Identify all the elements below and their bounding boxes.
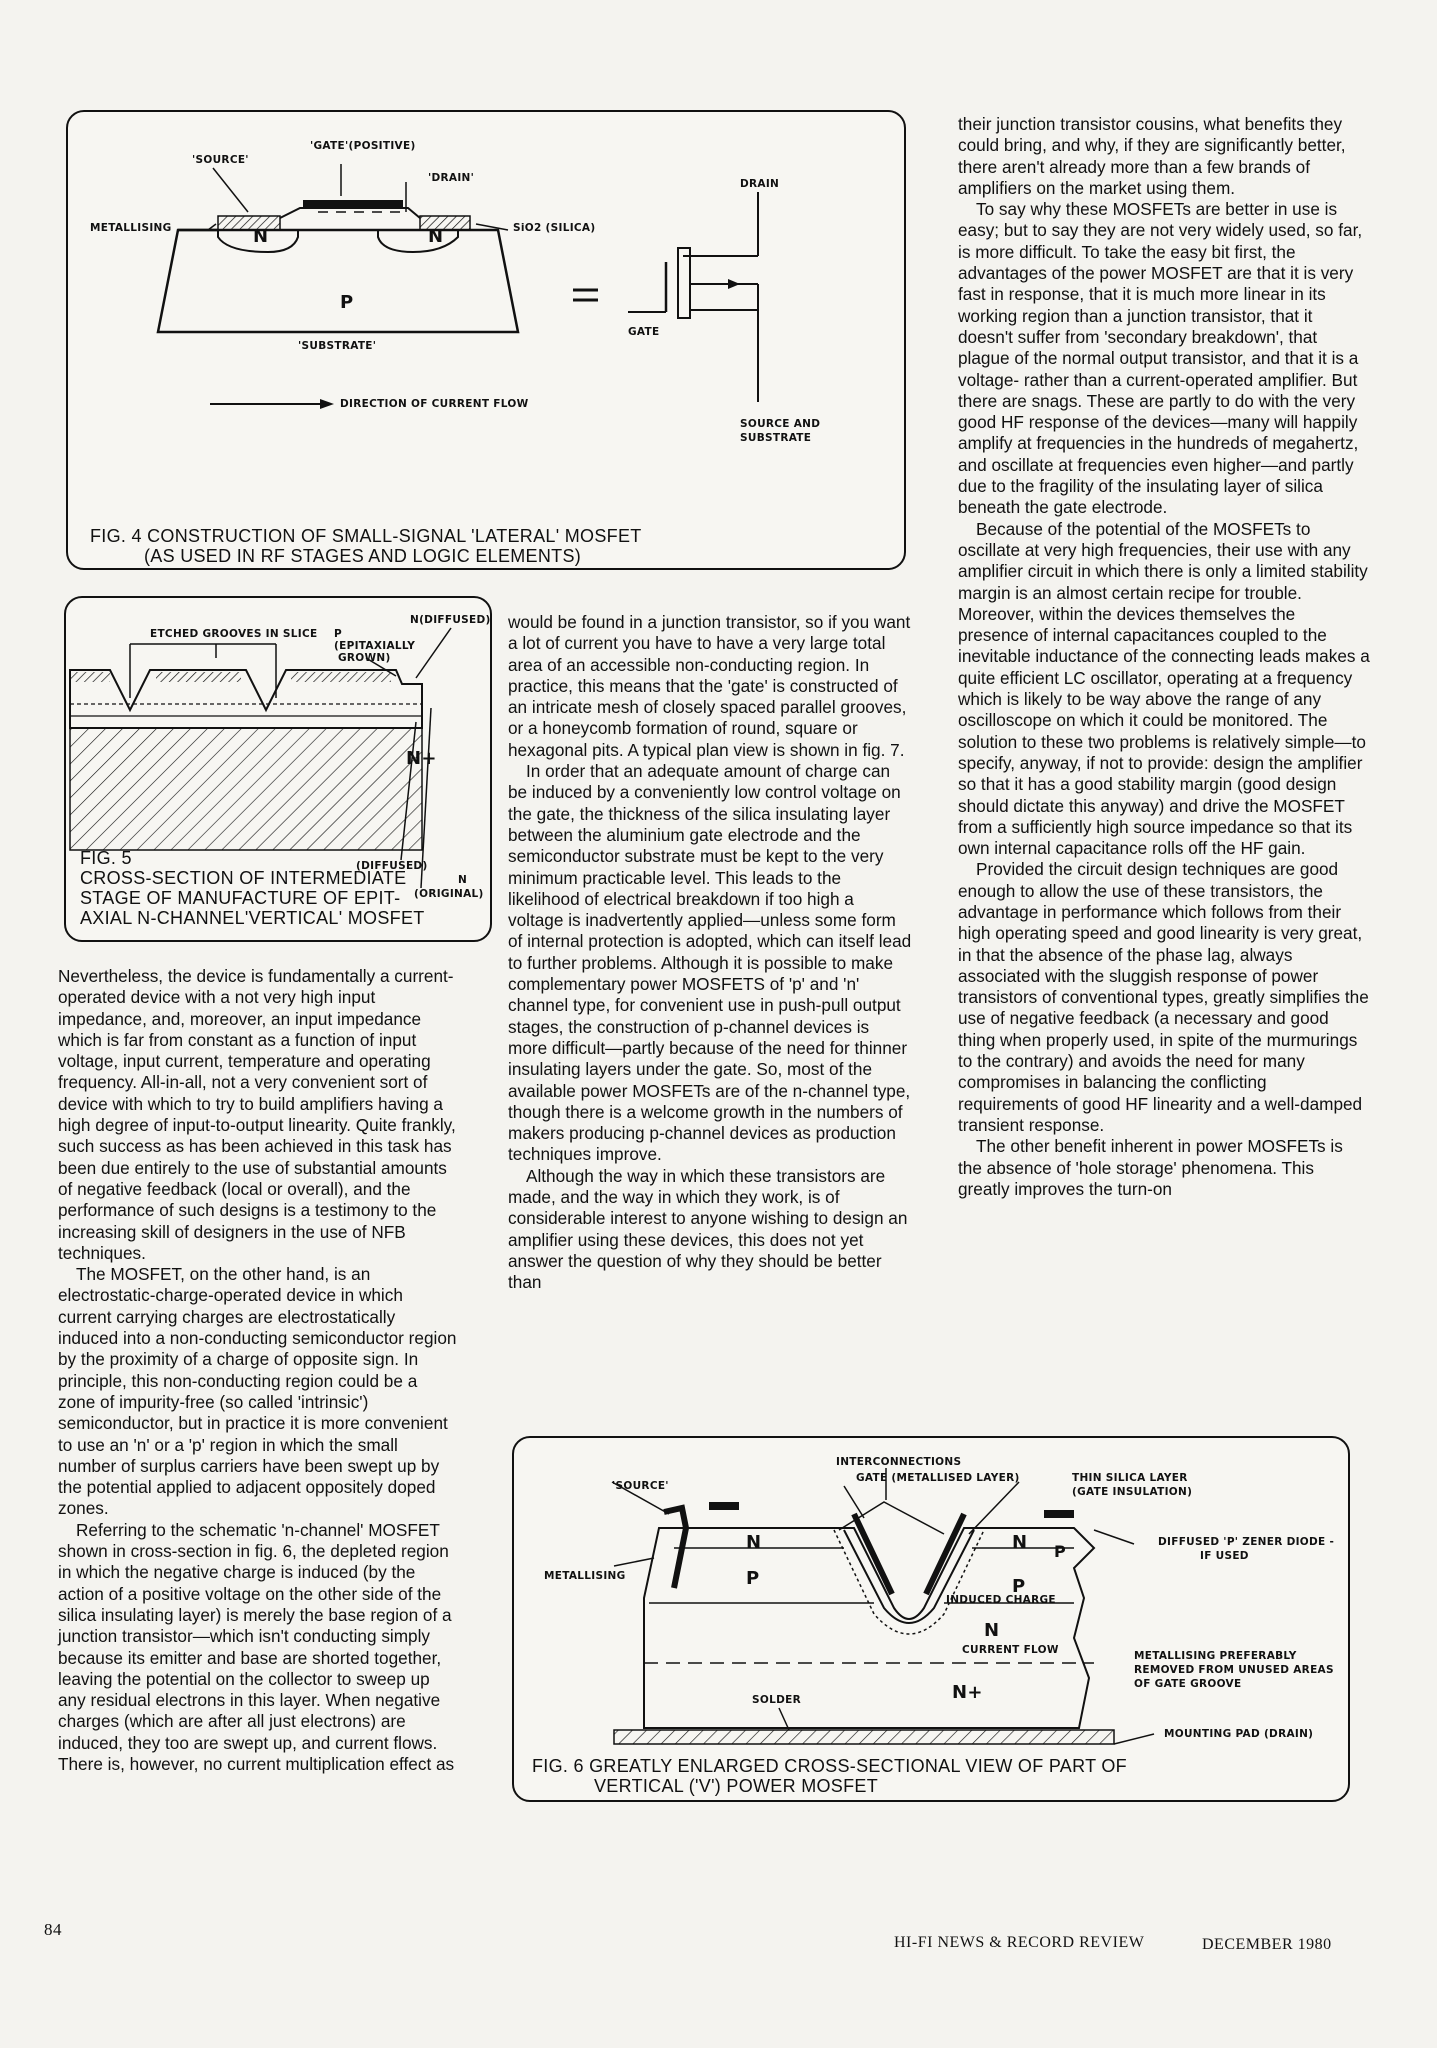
fig6-zener-1: DIFFUSED 'P' ZENER DIODE - bbox=[1158, 1536, 1335, 1548]
col1-paragraph-2: The MOSFET, on the other hand, is an electrostatic-charge-operated device in which current carrying charges are electrostatically induced into a non-conducting semiconductor region by the proximity of a charge of opposite sign. In principle, this non-conducting region could be a zone of impurity-free (so called 'intrinsic') semiconductor, but in practice it is more convenient to use an 'n' or a 'p' region in which the small number of surplus carriers have been swept up by the potential applied to adjacent oppositely doped zones. bbox=[58, 1264, 457, 1519]
fig4-sym-source1: SOURCE AND bbox=[740, 418, 821, 430]
fig6-n-mid: N bbox=[984, 1620, 1000, 1641]
page-number: 84 bbox=[44, 1920, 62, 1939]
fig6-p-left: P bbox=[746, 1568, 760, 1589]
fig4-sio2-label: SiO2 (SILICA) bbox=[513, 222, 596, 234]
fig4-direction-label: DIRECTION OF CURRENT FLOW bbox=[340, 398, 529, 410]
fig6-box bbox=[512, 1436, 1350, 1802]
fig6-caption-2: VERTICAL ('V') POWER MOSFET bbox=[594, 1776, 878, 1796]
fig6-zener-2: IF USED bbox=[1200, 1550, 1249, 1562]
column-1 bbox=[58, 966, 458, 1775]
fig4-sym-source2: SUBSTRATE bbox=[740, 432, 812, 444]
fig5-n-diffused-label: N(DIFFUSED) bbox=[410, 614, 491, 626]
fig6-thin-1: THIN SILICA LAYER bbox=[1072, 1472, 1188, 1484]
fig5-n-plus-label: N+ bbox=[406, 748, 437, 769]
fig4-caption-1: FIG. 4 CONSTRUCTION OF SMALL-SIGNAL 'LATERAL' MOSFET bbox=[90, 526, 642, 546]
fig4-drain-label: 'DRAIN' bbox=[428, 172, 475, 184]
fig4-substrate-label: 'SUBSTRATE' bbox=[298, 340, 377, 352]
fig6-thin-2: (GATE INSULATION) bbox=[1072, 1486, 1193, 1498]
fig5-caption-1: FIG. 5 bbox=[80, 848, 132, 868]
col1-paragraph-3: Referring to the schematic 'n-channel' MOSFET shown in cross-section in fig. 6, the depleted region in which the negative charge is induced (by the action of a positive voltage on the other side of the silica insulating layer) is merely the base region of a junction transistor—which isn't conducting simply because its emitter and base are shorted together, leaving the potential on the collector to sweep up any residual electrons in this layer. When negative charges (which are after all just electrons) are induced, they too are swept up, and current flows. There is, however, no current multiplication effect as bbox=[58, 1519, 455, 1774]
fig4-source-label: 'SOURCE' bbox=[192, 154, 249, 166]
fig6-solder-label: SOLDER bbox=[752, 1694, 801, 1706]
col3-paragraph-5: The other benefit inherent in power MOSFETs is the absence of 'hole storage' phenomena. This greatly improves the turn-on bbox=[958, 1136, 1343, 1199]
col3-paragraph-2: To say why these MOSFETs are better in use is easy; but to say they are not very widely used, so far, is more difficult. To take the easy bit first, the advantages of the power MOSFET are that it is very fast in response, that it is much more linear in its working region than a junction transistor, that it doesn't suffer from 'secondary breakdown', that plague of the normal output transistor, and that it is a voltage- rather than a current-operated amplifier. But there are snags. These are partly to do with the very good HF response of the devices—many will happily amplify at frequencies in the hundreds of megahertz, and oscillate at frequencies even higher—and partly due to the fragility of the insulating layer of silica beneath the gate electrode. bbox=[958, 199, 1363, 518]
fig6-metal-removed-2: REMOVED FROM UNUSED AREAS bbox=[1134, 1664, 1334, 1676]
fig6-current-label: CURRENT FLOW bbox=[962, 1644, 1059, 1656]
fig4-n-right: N bbox=[428, 226, 444, 247]
fig5-p-epi-1: P bbox=[334, 628, 342, 640]
col3-paragraph-4: Provided the circuit design techniques are good enough to allow the use of these transistors, the advantage in performance which follows from their high operating speed and good linearity is very great, in that the absence of the phase lag, always associated with the sluggish response of power transistors of conventional types, greatly simplifies the use of negative feedback (a necessary and good thing when properly used, in spite of the murmurings to the contrary) and avoids the need for many compromises in balancing the conflicting requirements of good HF linearity and a well-damped transient response. bbox=[958, 859, 1369, 1135]
fig5-p-epi-3: GROWN) bbox=[338, 652, 391, 664]
fig6-metal-removed-1: METALLISING PREFERABLY bbox=[1134, 1650, 1297, 1662]
fig6-p-right: P bbox=[1012, 1576, 1026, 1597]
fig4-sym-drain: DRAIN bbox=[740, 178, 780, 190]
fig4-p-label: P bbox=[340, 292, 354, 313]
col2-paragraph-2: In order that an adequate amount of charge can be induced by a conveniently low control voltage on the gate, the thickness of the silica insulating layer between the aluminium gate electrode and the semiconductor substrate must be kept to the very minimum practicable level. This leads to the likelihood of electrical breakdown if too high a voltage is inadvertently applied—unless some form of internal protection is adopted, which can itself lead to further problems. Although it is possible to make complementary power MOSFETS of 'p' and 'n' channel type, for convenient use in push-pull output stages, the construction of p-channel devices is more difficult—partly because of the need for thinner insulating layers under the gate. So, most of the available power MOSFETs are of the n-channel type, though there is a welcome growth in the numbers of makers producing p-channel devices as production techniques improve. bbox=[508, 761, 912, 1165]
fig5-n-orig-1: N bbox=[458, 874, 468, 886]
fig6-metal-removed-3: OF GATE GROOVE bbox=[1134, 1678, 1242, 1690]
fig6-nplus-label: N+ bbox=[952, 1682, 983, 1703]
col3-paragraph-3: Because of the potential of the MOSFETs to oscillate at very high frequencies, their use with any amplifier circuit in which there is only a limited stability margin is an almost certain recipe for trouble. Moreover, within the devices themselves the presence of internal capacitances coupled to the inevitable inductance of the connecting leads makes a quite efficient LC oscillator, operating at a frequency which is likely to be way above the range of any oscilloscope on which it could be monitored. The solution to these two problems is relatively simple—to specify, anyway, if not to provide: design the amplifier so that it has a good stability margin (good design should dictate this anyway) and drive the MOSFET from a sufficiently high source impedance so that its own internal capacitance rolls off the HF gain. bbox=[958, 518, 1370, 859]
fig6-interconnections-label: INTERCONNECTIONS bbox=[836, 1456, 962, 1468]
col3-paragraph-1: their junction transistor cousins, what benefits they could bring, and why, if they are significantly better, there aren't already more than a few brands of amplifiers on the market using them. bbox=[958, 114, 1346, 198]
fig5-n-orig-2: (ORIGINAL) bbox=[414, 888, 484, 900]
fig5-diffused-label: (DIFFUSED) bbox=[356, 860, 428, 872]
column-2 bbox=[508, 612, 912, 1294]
fig4-sym-gate: GATE bbox=[628, 326, 660, 338]
fig6-p-small: P bbox=[1054, 1542, 1067, 1561]
fig6-caption-1: FIG. 6 GREATLY ENLARGED CROSS-SECTIONAL VIEW OF PART OF bbox=[532, 1756, 1127, 1776]
fig5-p-epi-2: (EPITAXIALLY bbox=[334, 640, 416, 652]
fig5-caption-3: STAGE OF MANUFACTURE OF EPIT- bbox=[80, 888, 401, 908]
fig5-grooves-label: ETCHED GROOVES IN SLICE bbox=[150, 628, 318, 640]
magazine-name: HI-FI NEWS & RECORD REVIEW bbox=[894, 1934, 1145, 1951]
fig6-metallising-label: METALLISING bbox=[544, 1570, 626, 1582]
fig4-box bbox=[66, 110, 906, 570]
issue-date: DECEMBER 1980 bbox=[1202, 1936, 1332, 1953]
fig4-metallising-label: METALLISING bbox=[90, 222, 172, 234]
fig6-n-left: N bbox=[746, 1532, 762, 1553]
fig4-caption-2: (AS USED IN RF STAGES AND LOGIC ELEMENTS) bbox=[144, 546, 582, 566]
fig4-n-left: N bbox=[253, 226, 269, 247]
column-3 bbox=[958, 114, 1370, 1200]
fig5-box bbox=[64, 596, 492, 942]
fig5-caption-4: AXIAL N-CHANNEL'VERTICAL' MOSFET bbox=[80, 908, 425, 928]
fig6-diagram bbox=[514, 1438, 1348, 1800]
fig6-pad-label: MOUNTING PAD (DRAIN) bbox=[1164, 1728, 1314, 1740]
col1-paragraph-1: Nevertheless, the device is fundamentally a current-operated device with a not very high input impedance, and, moreover, an input impedance which is far from constant as a function of input voltage, input current, temperature and operating frequency. All-in-all, not a very convenient sort of device with which to try to build amplifiers having a high degree of input-to-output linearity. Quite frankly, such success as has been achieved in this task has been due entirely to the use of substantial amounts of negative feedback (local or overall), and the performance of such designs is a testimony to the increasing skill of designers in the use of NFB techniques. bbox=[58, 966, 456, 1263]
fig6-gate-label: GATE (METALLISED LAYER) bbox=[856, 1472, 1020, 1484]
fig6-induced-label: INDUCED CHARGE bbox=[946, 1594, 1056, 1606]
fig4-gate-label: 'GATE'(POSITIVE) bbox=[310, 140, 416, 152]
col2-paragraph-1: would be found in a junction transistor, so if you want a lot of current you have to have a very large total area of an accessible non-conducting region. In practice, this means that the 'gate' is constructed of an intricate mesh of closely spaced parallel grooves, or a honeycomb formation of round, square or hexagonal pits. A typical plan view is shown in fig. 7. bbox=[508, 612, 911, 760]
fig5-caption-2: CROSS-SECTION OF INTERMEDIATE bbox=[80, 868, 407, 888]
fig6-source-label: 'SOURCE' bbox=[612, 1480, 669, 1492]
col2-paragraph-3: Although the way in which these transistors are made, and the way in which they work, is of considerable interest to anyone wishing to design an amplifier using these devices, this does not yet answer the question of why they should be better than bbox=[508, 1165, 908, 1293]
fig6-n-right: N bbox=[1012, 1532, 1028, 1553]
